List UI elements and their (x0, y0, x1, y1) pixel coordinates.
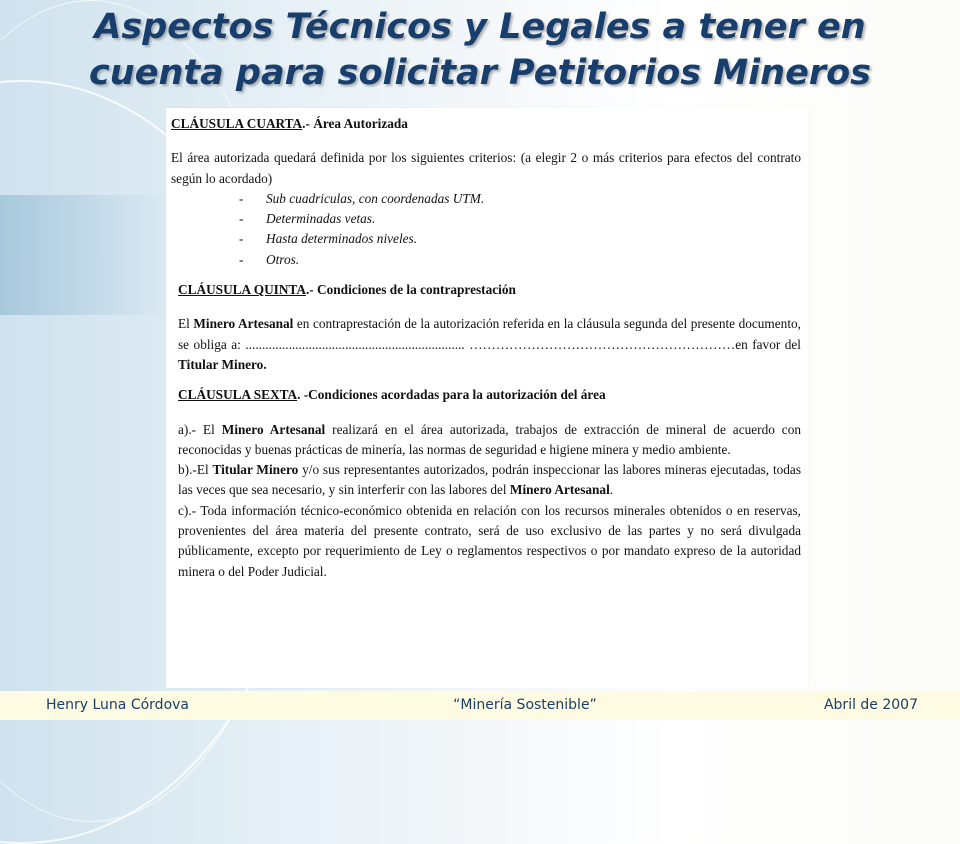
slide-footer (0, 691, 960, 720)
clause-five-heading-label: CLÁUSULA QUINTA (178, 282, 306, 298)
text-run: realizará en el área autorizada, trabajos de extracción de mineral de acuerdo con reconocidas y buenas prácticas de minería, las normas de seguridad e higiene minera y medio ambiente. (178, 421, 801, 457)
slide-title-line1: Aspectos Técnicos y Legales a tener en (94, 7, 866, 47)
clause-six-item-c: c).- Toda información técnico-económico obtenida en relación con los recursos minerales obtenidos o en reservas, provenientes del área materia del presente contrato, será de uso exclusivo de las partes y no será divulgada públicamente, excepto por requerimiento de Ley o reglamentos respectivos o por mandato expreso de la autoridad minera o del Poder Judicial. (178, 502, 801, 579)
text-run: a).- El (178, 421, 222, 437)
slide-title (40, 4, 920, 96)
text-run: El (178, 316, 194, 332)
clause-four-heading-title: .- Área Autorizada (302, 116, 408, 131)
document-body (171, 114, 801, 582)
clause-six-heading (171, 385, 801, 405)
clause-five-paragraph (171, 314, 801, 375)
text-run: b).-El (178, 462, 213, 478)
bold-term: Titular Minero (212, 462, 299, 478)
footer-subtitle: “Minería Sostenible” (453, 697, 597, 713)
list-item: - Determinadas vetas. (239, 209, 801, 229)
background-band (0, 195, 170, 315)
bold-term: Minero Artesanal (509, 482, 610, 498)
text-run: en contraprestación de la autorización referida en la cláusula segunda del presente documento, se obliga a: .................................................................. (178, 316, 801, 352)
text-run: ……………………………………………………en favor del (469, 336, 802, 352)
clause-six-item-a (171, 420, 801, 461)
clause-six-item-b (171, 460, 801, 501)
clause-four-criteria-list (171, 189, 801, 270)
list-item: - Sub cuadriculas, con coordenadas UTM. (239, 189, 801, 209)
text-run: . (609, 482, 614, 498)
list-item: - Hasta determinados niveles. (239, 229, 801, 249)
slide-title-line2: cuenta para solicitar Petitorios Mineros (89, 53, 871, 93)
clause-five-heading-title: .- Condiciones de la contraprestación (305, 282, 516, 298)
clause-four-paragraph: El área autorizada quedará definida por los siguientes criterios: (a elegir 2 o más criterios para efectos del contrato según lo acordado) (171, 150, 801, 186)
bold-term: Minero Artesanal (221, 421, 326, 437)
document-scan (166, 108, 808, 688)
text-run: y/o sus representantes autorizados, podrán inspeccionar las labores mineras ejecutadas, todas las veces que sea necesario, y sin interferir con las labores del (178, 462, 802, 498)
bold-term: Titular Minero. (178, 356, 267, 372)
list-item: - Otros. (239, 250, 801, 270)
footer-author: Henry Luna Córdova (46, 697, 190, 713)
clause-four-heading (171, 114, 801, 134)
clause-four-heading-label: CLÁUSULA CUARTA (171, 116, 303, 131)
clause-six-heading-title: . -Condiciones acordadas para la autorización del área (297, 387, 606, 403)
clause-five-heading (171, 280, 801, 300)
clause-six-heading-label: CLÁUSULA SEXTA (178, 387, 298, 403)
footer-date: Abril de 2007 (823, 697, 918, 713)
bold-term: Minero Artesanal (193, 316, 294, 332)
